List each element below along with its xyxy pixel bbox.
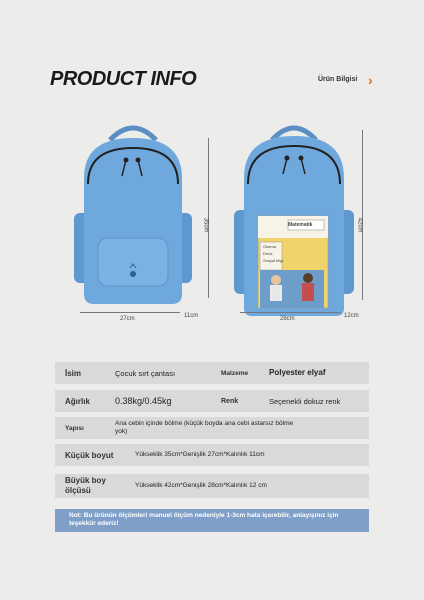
isim-label: İsim: [65, 368, 82, 378]
spec-row-isim: [55, 362, 369, 384]
chevron-right-icon[interactable]: ›: [368, 72, 373, 88]
yapisi-label: Yapısı: [65, 424, 84, 432]
renk-label: Renk: [221, 397, 239, 405]
buyuk-value: Yükseklik 42cm*Genişlik 28cm*Kalınlık 12 cm: [135, 482, 267, 490]
large-backpack-image: [232, 120, 356, 320]
malzeme-value: Polyester elyaf: [269, 368, 326, 378]
small-width-line: [80, 312, 180, 313]
agirlik-value: 0.38kg/0.45kg: [115, 395, 172, 406]
large-depth-label: 12cm: [344, 313, 359, 319]
book-line1: Okuma: [263, 244, 276, 249]
small-depth-label: 11cm: [184, 313, 199, 319]
isim-value: Çocuk sırt çantası: [115, 368, 176, 378]
buyuk-label: Büyük boy ölçüsü: [65, 476, 106, 495]
book-line2: Dersi: [263, 251, 273, 256]
backpack-dimensions: [0, 110, 424, 330]
large-height-label: 42cm: [356, 217, 363, 233]
kucuk-label: Küçük boyut: [65, 450, 114, 460]
agirlik-label: Ağırlık: [65, 396, 90, 406]
large-height-line: [362, 130, 363, 300]
page-title: PRODUCT INFO: [50, 68, 197, 90]
malzeme-label: Malzeme: [221, 369, 249, 377]
renk-value: Seçenekli dokuz renk: [269, 396, 341, 406]
spec-row-agirlik: [55, 390, 369, 412]
small-backpack-image: [72, 118, 194, 308]
measurement-note: Not: Bu ürünün ölçümleri manuel ölçüm nedeniyle 1-3cm hata içerebilir, anlayışınız için teşekkür ederiz!: [55, 509, 369, 532]
book-line3: Sosyal bilgi: [263, 258, 284, 263]
spec-row-buyuk: [55, 474, 369, 498]
spec-row-yapisi: [55, 417, 369, 439]
book-title: Matematik: [288, 222, 313, 228]
spec-row-kucuk: [55, 444, 369, 466]
small-width-label: 27cm: [120, 316, 135, 322]
header: [0, 0, 424, 110]
large-width-line: [240, 312, 340, 313]
product-info-link[interactable]: Ürün Bilgisi: [318, 76, 358, 83]
kucuk-value: Yükseklik 35cm*Genişlik 27cm*Kalınlık 11cm: [135, 451, 265, 459]
small-height-label: 35cm: [202, 217, 209, 233]
large-width-label: 28cm: [280, 316, 295, 322]
yapisi-value: Ana cebin içinde bölme (küçük boyda ana cebi astarsız bölme yok): [115, 420, 294, 435]
